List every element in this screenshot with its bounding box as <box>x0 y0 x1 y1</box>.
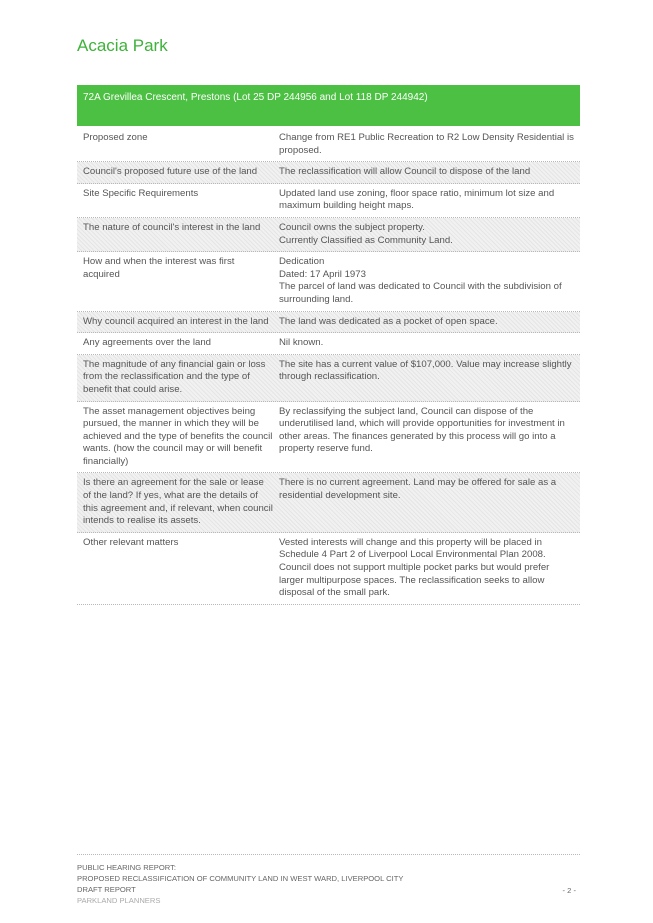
row-value-line: By reclassifying the subject land, Council can dispose of the underutilised land, which will provide opportunities for investment in other areas. The finances generated by this process will go into a property reserve fund. <box>279 405 565 455</box>
footer-report-status: DRAFT REPORT <box>77 885 136 894</box>
row-value-line: There is no current agreement. Land may be offered for sale as a residential development site. <box>279 477 557 502</box>
row-value <box>279 537 574 600</box>
row-value <box>279 406 574 469</box>
footer-author: PARKLAND PLANNERS <box>77 896 161 905</box>
table-row <box>77 218 580 252</box>
row-value-line: Nil known. <box>279 337 324 349</box>
row-value-line: The site has a current value of $107,000. Value may increase slightly through reclassification. <box>279 358 572 383</box>
table-body <box>77 128 580 605</box>
row-label: The asset management objectives being pursued, the manner in which they will be achieved and the type of benefits the council wants. (how the council may or will benefit financially) <box>83 405 273 467</box>
row-label: The magnitude of any financial gain or loss from the reclassification and the type of benefit that could arise. <box>83 358 266 395</box>
table-row <box>77 162 580 184</box>
row-label: Proposed zone <box>83 132 148 143</box>
row-label: How and when the interest was first acquired <box>83 256 235 280</box>
footer-report-type: PUBLIC HEARING REPORT: <box>77 863 177 872</box>
page-number: - 2 - <box>562 886 576 895</box>
table-row <box>77 533 580 605</box>
table-row <box>77 312 580 334</box>
row-value <box>279 166 574 179</box>
row-value <box>279 337 574 350</box>
row-value-line: Change from RE1 Public Recreation to R2 Low Density Residential is proposed. <box>279 132 574 156</box>
row-value-line: Council owns the subject property. <box>279 221 425 233</box>
property-table <box>77 85 580 605</box>
row-label: Other relevant matters <box>83 536 179 548</box>
row-value <box>279 256 574 306</box>
row-value-line: The parcel of land was dedicated to Council with the subdivision of surrounding land. <box>279 281 562 305</box>
row-value <box>279 316 574 329</box>
row-value <box>279 132 574 157</box>
row-value-line: Currently Classified as Community Land. <box>279 234 453 246</box>
table-row <box>77 252 580 311</box>
table-row <box>77 333 580 355</box>
table-row <box>77 184 580 218</box>
page-title: Acacia Park <box>77 36 168 55</box>
row-label: Why council acquired an interest in the land <box>83 315 269 327</box>
row-value-line: Dated: 17 April 1973 <box>279 268 366 280</box>
row-value <box>279 222 574 247</box>
table-row <box>77 128 580 162</box>
row-label: The nature of council's interest in the land <box>83 221 261 233</box>
row-value-line: The land was dedicated as a pocket of open space. <box>279 315 498 327</box>
page-footer <box>77 854 580 906</box>
row-value-line: Updated land use zoning, floor space ratio, minimum lot size and maximum building height maps. <box>279 187 555 212</box>
footer-report-title: PROPOSED RECLASSIFICATION OF COMMUNITY LAND IN WEST WARD, LIVERPOOL CITY <box>77 874 404 883</box>
row-value <box>279 477 574 527</box>
row-value <box>279 188 574 213</box>
row-value-line: The reclassification will allow Council to dispose of the land <box>279 166 531 178</box>
table-row <box>77 355 580 402</box>
row-value-line: Vested interests will change and this property will be placed in Schedule 4 Part 2 of Liverpool Local Environmental Plan 2008. Council does not support multiple pocket parks but would prefer larger multipurpose spaces. The reclassification seeks to allow disposal of the small park. <box>279 536 550 599</box>
row-value-line: Dedication <box>279 256 325 268</box>
table-row <box>77 473 580 532</box>
row-label: Council's proposed future use of the land <box>83 166 258 178</box>
table-row <box>77 402 580 474</box>
row-value <box>279 359 574 397</box>
row-label: Is there an agreement for the sale or lease of the land? If yes, what are the details of this agreement and, if relevant, when council intends to realise its assets. <box>83 477 273 527</box>
row-label: Any agreements over the land <box>83 337 211 349</box>
table-header: 72A Grevillea Crescent, Prestons (Lot 25 DP 244956 and Lot 118 DP 244942) <box>77 85 580 126</box>
row-label: Site Specific Requirements <box>83 187 199 199</box>
